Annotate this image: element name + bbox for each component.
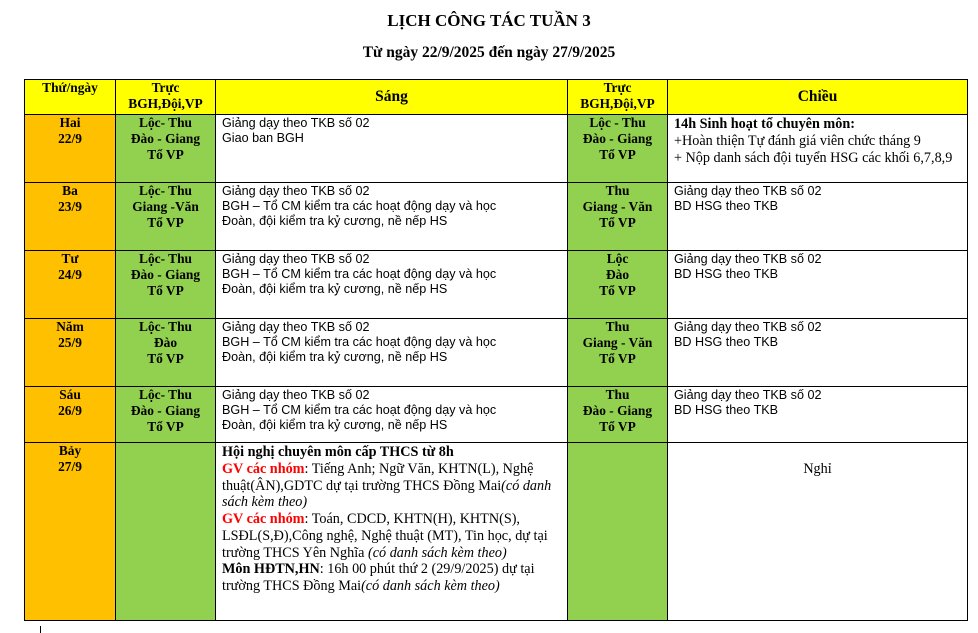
morning-item: BGH – Tổ CM kiểm tra các hoạt động dạy và học (222, 266, 497, 281)
group2-label: GV các nhóm (222, 511, 305, 527)
day-name: Ba (62, 183, 78, 198)
afternoon-item: Giảng dạy theo TKB số 02 (674, 320, 822, 334)
morning-item: BGH – Tổ CM kiểm tra các hoạt động dạy và học (222, 198, 497, 213)
duty-afternoon-cell (568, 183, 668, 251)
duty-morning-line: Tổ VP (147, 146, 184, 162)
duty-afternoon-line: Tổ VP (599, 214, 636, 230)
morning-item: Đoàn, đội kiểm tra kỷ cương, nề nếp HS (222, 213, 448, 228)
duty-morning-line: Tổ VP (147, 214, 184, 230)
header-afternoon: Chiều (668, 80, 968, 115)
day-cell (25, 319, 116, 387)
duty-afternoon-line: Lộc - Thu (589, 115, 646, 130)
morning-item: Đoàn, đội kiểm tra kỷ cương, nề nếp HS (222, 349, 448, 364)
morning-item: Giảng dạy theo TKB số 02 (222, 252, 370, 266)
day-cell (25, 183, 116, 251)
afternoon-item: BD HSG theo TKB (674, 402, 779, 417)
duty-afternoon-line: Thu (605, 387, 630, 402)
header-day: Thứ/ngày (25, 80, 116, 115)
duty-morning-cell (116, 183, 216, 251)
table-row (25, 251, 968, 319)
table-row-saturday (25, 443, 968, 621)
page-title: LỊCH CÔNG TÁC TUẦN 3 (387, 11, 591, 30)
header-morning: Sáng (216, 80, 568, 115)
group2-note: (có danh sách kèm theo) (368, 544, 507, 561)
group1-subjects: : Tiếng Anh; Ngữ Văn, KHTN(L), Nghệ thuật(ÂN),GDTC dự tại trường THCS Đồng Mai (222, 460, 534, 494)
duty-afternoon-line: Giang - Văn (582, 198, 653, 214)
duty-afternoon-line: Đào - Giang (582, 402, 653, 418)
duty-morning-cell (116, 443, 216, 621)
morning-cell (216, 387, 568, 443)
duty-afternoon-line: Lộc (606, 251, 629, 266)
table-row (25, 115, 968, 183)
afternoon-title: 14h Sinh hoạt tổ chuyên môn: (674, 116, 855, 132)
hdtn-text (222, 561, 561, 595)
morning-item: BGH – Tổ CM kiểm tra các hoạt động dạy và học (222, 402, 497, 417)
duty-morning-line: Lộc- Thu (139, 387, 192, 402)
duty-afternoon-cell (568, 251, 668, 319)
duty-afternoon-line: Tổ VP (599, 418, 636, 434)
afternoon-cell: Nghỉ (668, 443, 968, 621)
header-row (25, 80, 968, 115)
duty-afternoon-cell (568, 319, 668, 387)
day-cell (25, 251, 116, 319)
group1-label: GV các nhóm (222, 460, 305, 477)
morning-cell (216, 183, 568, 251)
duty-afternoon-line: Đào (605, 266, 630, 282)
day-name: Sáu (59, 387, 81, 402)
day-date: 25/9 (58, 334, 82, 350)
morning-item: Giảng dạy theo TKB số 02 (222, 388, 370, 402)
duty-morning-cell (116, 319, 216, 387)
duty-afternoon-line: Thu (605, 319, 630, 334)
duty-afternoon-line: Thu (605, 183, 630, 198)
duty-morning-cell (116, 115, 216, 183)
afternoon-item: BD HSG theo TKB (674, 198, 779, 213)
duty-afternoon-line: Tổ VP (599, 146, 636, 162)
duty-morning-line: Đào - Giang (130, 402, 201, 418)
duty-morning-line: Tổ VP (147, 418, 184, 434)
afternoon-item: BD HSG theo TKB (674, 266, 779, 281)
afternoon-cell (668, 183, 968, 251)
duty-morning-line: Tổ VP (147, 350, 184, 366)
duty-morning-line: Đào - Giang (130, 130, 201, 146)
group1-text (222, 461, 561, 511)
header-duty-afternoon-line1: Trực (603, 80, 632, 95)
header-duty-morning (116, 80, 216, 115)
duty-afternoon-line: Đào - Giang (582, 130, 653, 146)
morning-item: Giảng dạy theo TKB số 02 (222, 184, 370, 198)
duty-afternoon-cell (568, 387, 668, 443)
conference-heading: Hội nghị chuyên môn cấp THCS từ 8h (222, 444, 454, 460)
afternoon-item: BD HSG theo TKB (674, 334, 779, 349)
schedule-body (25, 115, 968, 443)
duty-morning-line: Lộc- Thu (139, 319, 192, 334)
duty-afternoon-line: Tổ VP (599, 282, 636, 298)
day-name: Bảy (58, 443, 82, 458)
day-date: 23/9 (58, 198, 82, 214)
morning-item: Giao ban BGH (222, 130, 304, 145)
morning-cell (216, 443, 568, 621)
group2-subjects: : Toán, CDCD, KHTN(H), KHTN(S), LSĐL(S,Đ),Công nghệ, Nghệ thuật (MT), Tin học, dự tại trường THCS Yên Nghĩa (222, 511, 548, 561)
header-duty-morning-line1: Trực (151, 80, 180, 95)
table-row (25, 387, 968, 443)
day-cell (25, 387, 116, 443)
header-duty-afternoon-line2: BGH,Đội,VP (580, 95, 655, 111)
duty-morning-line: Tổ VP (147, 282, 184, 298)
afternoon-cell (668, 115, 968, 183)
duty-morning-cell (116, 251, 216, 319)
day-name: Tư (61, 251, 79, 266)
group2-text (222, 511, 561, 561)
afternoon-cell (668, 319, 968, 387)
duty-morning-line: Lộc- Thu (139, 115, 192, 130)
duty-morning-line: Lộc- Thu (139, 251, 192, 266)
morning-item: BGH – Tổ CM kiểm tra các hoạt động dạy và học (222, 334, 497, 349)
day-name: Năm (56, 319, 84, 334)
duty-morning-line: Lộc- Thu (139, 183, 192, 198)
day-cell (25, 443, 116, 621)
hdtn-details: : 16h 00 phút thứ 2 (29/9/2025) dự tại trường THCS Đồng Mai (222, 561, 535, 594)
hdtn-note: (có danh sách kèm theo) (361, 578, 500, 594)
table-row (25, 319, 968, 387)
morning-item: Đoàn, đội kiểm tra kỷ cương, nề nếp HS (222, 281, 448, 296)
afternoon-item: Giảng dạy theo TKB số 02 (674, 184, 822, 198)
day-cell (25, 115, 116, 183)
schedule-table (24, 79, 968, 621)
header-duty-afternoon (568, 80, 668, 115)
afternoon-cell (668, 251, 968, 319)
duty-morning-line: Giang -Văn (132, 198, 199, 214)
day-date: 27/9 (58, 458, 82, 474)
duty-morning-cell (116, 387, 216, 443)
day-date: 24/9 (58, 266, 82, 282)
day-date: 22/9 (58, 130, 82, 146)
morning-cell (216, 115, 568, 183)
hdtn-label: Môn HĐTN,HN (222, 561, 320, 578)
duty-afternoon-cell (568, 115, 668, 183)
group1-note: (có danh sách kèm theo) (222, 477, 552, 511)
morning-item: Giảng dạy theo TKB số 02 (222, 320, 370, 334)
header-duty-morning-line2: BGH,Đội,VP (128, 95, 203, 111)
duty-afternoon-cell (568, 443, 668, 621)
duty-morning-line: Đào - Giang (130, 266, 201, 282)
afternoon-item: Giảng dạy theo TKB số 02 (674, 252, 822, 266)
table-row (25, 183, 968, 251)
page-edge-mark (40, 626, 41, 633)
day-name: Hai (59, 115, 81, 130)
morning-item: Đoàn, đội kiểm tra kỷ cương, nề nếp HS (222, 417, 448, 432)
afternoon-cell (668, 387, 968, 443)
afternoon-item: +Hoàn thiện Tự đánh giá viên chức tháng 9 (674, 132, 921, 149)
morning-cell (216, 319, 568, 387)
day-date: 26/9 (58, 402, 82, 418)
duty-afternoon-line: Tổ VP (599, 350, 636, 366)
duty-morning-line: Đào (153, 334, 178, 350)
page-subtitle: Từ ngày 22/9/2025 đến ngày 27/9/2025 (362, 44, 616, 61)
afternoon-item: + Nộp danh sách đội tuyển HSG các khối 6,7,8,9 (674, 149, 953, 166)
morning-item: Giảng dạy theo TKB số 02 (222, 116, 370, 130)
duty-afternoon-line: Giang - Văn (582, 334, 653, 350)
afternoon-item: Giảng dạy theo TKB số 02 (674, 388, 822, 402)
morning-cell (216, 251, 568, 319)
